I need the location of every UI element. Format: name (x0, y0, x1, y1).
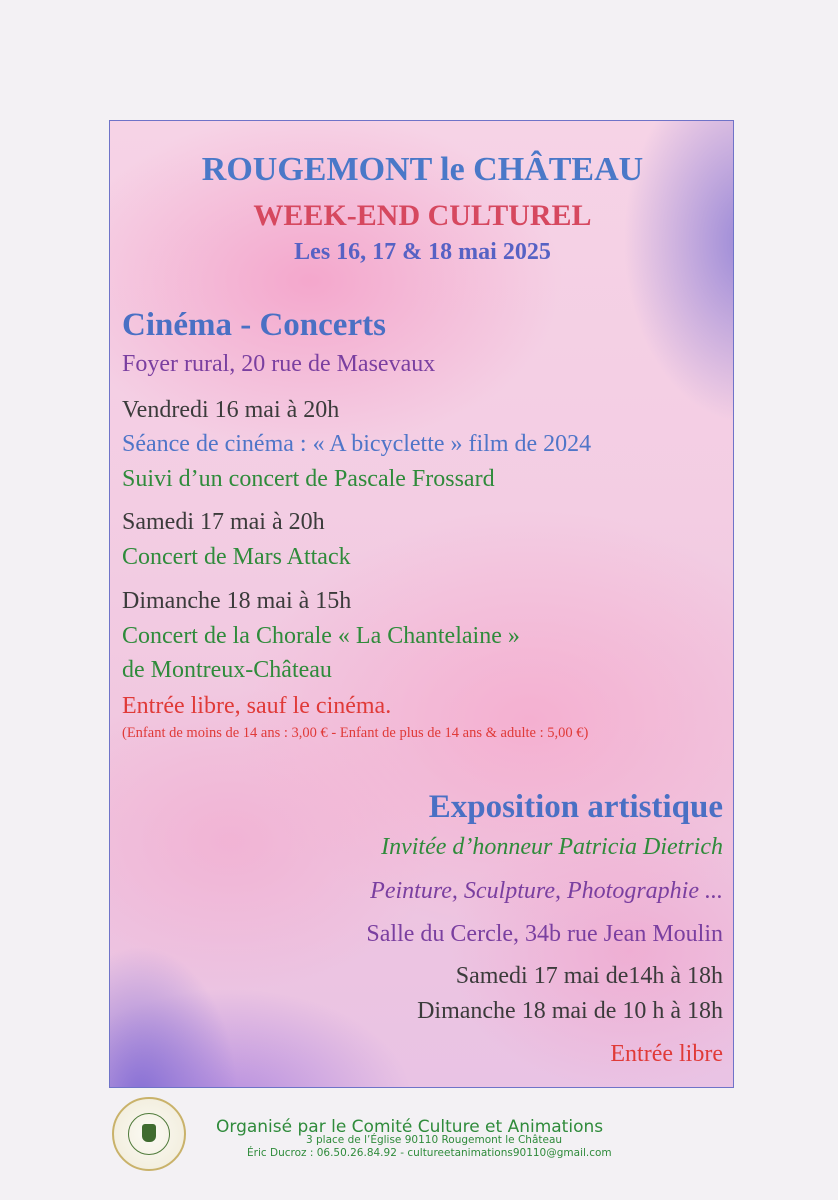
footer-contact: Éric Ducroz : 06.50.26.84.92 - cultureetanimations90110@gmail.com (247, 1146, 612, 1159)
cinema-heading: Cinéma - Concerts (122, 307, 386, 343)
seal-emblem-icon (142, 1124, 156, 1142)
exhibition-heading: Exposition artistique (428, 789, 723, 825)
sunday-date: Dimanche 18 mai à 15h (122, 588, 352, 614)
exhibition-guest: Invitée d’honneur Patricia Dietrich (381, 834, 723, 860)
town-title: ROUGEMONT le CHÂTEAU (201, 151, 644, 188)
exhibition-sunday: Dimanche 18 mai de 10 h à 18h (417, 998, 723, 1024)
saturday-concert: Concert de Mars Attack (122, 544, 351, 570)
committee-seal-logo (112, 1097, 186, 1171)
sunday-concert-line2: de Montreux-Château (122, 657, 332, 683)
poster-frame (109, 120, 734, 1088)
exhibition-entry: Entrée libre (610, 1041, 723, 1067)
cinema-prices: (Enfant de moins de 14 ans : 3,00 € - Enfant de plus de 14 ans & adulte : 5,00 €) (122, 725, 589, 741)
footer-organizer: Organisé par le Comité Culture et Animations (216, 1117, 604, 1137)
event-dates: Les 16, 17 & 18 mai 2025 (294, 239, 551, 265)
event-title: WEEK-END CULTUREL (253, 199, 592, 232)
exhibition-arts: Peinture, Sculpture, Photographie ... (370, 878, 723, 904)
friday-date: Vendredi 16 mai à 20h (122, 397, 340, 423)
footer-address: 3 place de l’Église 90110 Rougemont le Château (306, 1133, 563, 1146)
cinema-entry: Entrée libre, sauf le cinéma. (122, 693, 392, 719)
friday-concert: Suivi d’un concert de Pascale Frossard (122, 466, 495, 492)
friday-film: Séance de cinéma : « A bicyclette » film de 2024 (122, 431, 592, 457)
cinema-venue: Foyer rural, 20 rue de Masevaux (122, 351, 436, 377)
exhibition-venue: Salle du Cercle, 34b rue Jean Moulin (366, 921, 723, 947)
sunday-concert-line1: Concert de la Chorale « La Chantelaine » (122, 623, 520, 649)
exhibition-saturday: Samedi 17 mai de14h à 18h (455, 963, 723, 989)
saturday-date: Samedi 17 mai à 20h (122, 509, 325, 535)
